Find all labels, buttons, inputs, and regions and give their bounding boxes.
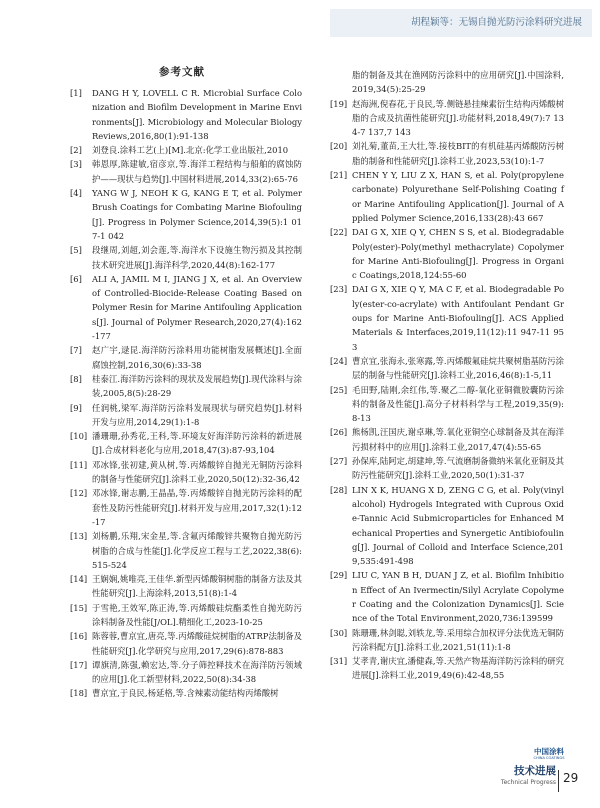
reference-item bbox=[322, 626, 564, 655]
reference-number: [22] bbox=[330, 227, 348, 238]
reference-text: DAI G X, XIE Q Y, CHEN S S, et al. Biodegradable Poly(ester)-Poly(methyl methacrylate) Copolymer for Marine Anti-Biofouling[J]. Progress in Organic Coatings,2018,124:55-60 bbox=[352, 227, 564, 281]
reference-number: [29] bbox=[330, 570, 348, 581]
reference-number: [28] bbox=[330, 484, 348, 495]
reference-item bbox=[62, 343, 302, 372]
reference-text: 熊杨凯,汪国庆,谢卓琳,等.氧化亚铜空心球制备及其在海洋污损材料中的应用[J].涂料工业,2017,47(4):55-65 bbox=[352, 427, 564, 452]
reference-item bbox=[62, 401, 302, 430]
reference-number: [24] bbox=[330, 355, 348, 366]
reference-text: 任润桃,梁军.海洋防污涂料发展现状与研究趋势[J].材料开发与应用,2014,29(1):1-8 bbox=[92, 402, 302, 427]
reference-number: [19] bbox=[330, 98, 348, 109]
reference-number: [12] bbox=[70, 488, 88, 499]
reference-number: [26] bbox=[330, 427, 348, 438]
reference-item bbox=[62, 686, 302, 700]
reference-item bbox=[322, 454, 564, 483]
reference-item bbox=[62, 458, 302, 487]
reference-item bbox=[322, 654, 564, 683]
reference-text: 赵广宇,逯昆.海洋防污涂料用功能树脂发展概述[J].全面腐蚀控制,2016,30(6):33-38 bbox=[92, 345, 302, 370]
reference-item bbox=[62, 86, 302, 143]
reference-text: DAI G X, XIE Q Y, MA C F, et al. Biodegradable Poly(ester-co-acrylate) with Antifoulant Pendant Groups for Marine Anti-Biofouling[J]. ACS Applied Materials & Interfaces,2019,11(12):11 947-11 953 bbox=[352, 284, 564, 352]
reference-text: 赵海洲,倪春花,于良民,等.侧链悬挂辣素衍生结构丙烯酸树脂的合成及抗菌性能研究[J].功能材料,2018,49(7):7 134-7 137,7 143 bbox=[352, 98, 564, 138]
reference-number: [6] bbox=[70, 273, 82, 284]
reference-number: [11] bbox=[70, 459, 88, 470]
reference-number: [20] bbox=[330, 141, 348, 152]
reference-text: 谭旗清,陈强,赖宏达,等.分子筛控释技术在海洋防污领域的应用[J].化工新型材料,2022,50(8):34-38 bbox=[92, 659, 302, 685]
reference-item bbox=[322, 97, 564, 140]
reference-item bbox=[322, 168, 564, 225]
reference-item bbox=[62, 429, 302, 458]
reference-text: 陈珊珊,林剑聪,刘轶龙,等.采用综合加权评分法优选无铜防污涂料配方[J].涂料工业,2021,51(11):1-8 bbox=[352, 627, 564, 652]
left-column bbox=[62, 64, 302, 701]
reference-item bbox=[322, 425, 564, 454]
reference-number: [5] bbox=[70, 245, 82, 256]
reference-text: 邓冰锋,谢志鹏,王晶晶,等.丙烯酸锌自抛光防污涂料的配套性及防污性能研究[J].材料开发与应用,2017,32(1):12-17 bbox=[92, 488, 302, 527]
reference-text: 于雪艳,王效军,陈正涛,等.丙烯酸硅烷酯柔性自抛光防污涂料制备及性能[J/OL].精细化工,2023-10-25 bbox=[92, 602, 302, 627]
right-column bbox=[322, 68, 564, 683]
reference-text: 王娴娴,姚唯亮,王佳华.新型丙烯酸铜树脂的制备方法及其性能研究[J].上海涂料,2013,51(8):1-4 bbox=[92, 574, 302, 599]
reference-item bbox=[62, 629, 302, 658]
reference-item bbox=[322, 383, 564, 426]
reference-number: [27] bbox=[330, 456, 348, 467]
reference-item bbox=[322, 139, 564, 168]
references-title: 参考文献 bbox=[159, 66, 205, 78]
reference-item bbox=[62, 529, 302, 572]
reference-text: 刘登良.涂料工艺(上)[M].北京:化学工业出版社,2010 bbox=[92, 145, 289, 156]
reference-item bbox=[62, 601, 302, 630]
reference-item bbox=[322, 483, 564, 569]
reference-text: 脂的制备及其在渔网防污涂料中的应用研究[J].中国涂料,2019,34(5):25-29 bbox=[352, 70, 564, 95]
footer-section-title: 技术进展 bbox=[514, 765, 556, 777]
reference-text: LIN X K, HUANG X D, ZENG C G, et al. Poly(vinyl alcohol) Hydrogels Integrated with Cuprous Oxide-Tannic Acid Submicroparticles for Enhanced Mechanical Properties and Synergetic Antibiofouling[J]. Journal of Colloid and Interface Science,2019,535:491-498 bbox=[352, 484, 564, 567]
reference-number: [3] bbox=[70, 159, 82, 170]
reference-number: [7] bbox=[70, 345, 82, 356]
reference-number: [10] bbox=[70, 431, 88, 442]
reference-number: [13] bbox=[70, 531, 88, 542]
reference-text: 毛田野,陆刚,余红伟,等.聚乙二醇-氧化亚铜微胶囊防污涂料的制备及性能[J].高分子材料科学与工程,2019,35(9):8-13 bbox=[352, 384, 564, 424]
reference-number: [31] bbox=[330, 656, 348, 667]
logo-subtext: CHINA COATINGS bbox=[533, 755, 565, 760]
reference-number: [23] bbox=[330, 284, 348, 295]
running-head: 胡程颖等：无锡自抛光防污涂料研究进展 bbox=[330, 9, 592, 37]
reference-text: 曹京宜,张海永,张寒露,等.丙烯酸氟硅烷共聚树脂基防污涂层的制备与性能研究[J].涂料工业,2016,46(8):1-5,11 bbox=[352, 355, 564, 381]
reference-number: [21] bbox=[330, 170, 348, 181]
reference-text: 孙保库,陆阿定,胡建坤,等.气流磨制备微纳米氧化亚铜及其防污性能研究[J].涂料工业,2020,50(1):31-37 bbox=[352, 456, 564, 481]
page-number: 29 bbox=[563, 771, 579, 785]
reference-number: [17] bbox=[70, 659, 88, 670]
reference-text: 陈蓉蓉,曹京宜,唐亮,等.丙烯酸硅烷树脂的ATRP法制备及性能研究[J].化学研究与应用,2017,29(6):878-883 bbox=[92, 631, 302, 656]
reference-text: 潘珊珊,孙秀花,王科,等.环境友好海洋防污涂料的新进展[J].合成材料老化与应用,2018,47(3):87-93,104 bbox=[92, 431, 302, 456]
reference-item bbox=[322, 282, 564, 353]
reference-item bbox=[322, 568, 564, 625]
reference-list-right bbox=[322, 68, 564, 683]
reference-item bbox=[62, 243, 302, 272]
reference-item bbox=[62, 272, 302, 343]
reference-item bbox=[62, 572, 302, 601]
reference-text: 刘礼菊,董苗,王大壮,等.接枝BIT的有机硅基丙烯酸防污树脂的制备和性能研究[J].涂料工业,2023,53(10):1-7 bbox=[352, 141, 564, 166]
reference-item bbox=[322, 68, 564, 97]
reference-number: [15] bbox=[70, 602, 88, 613]
reference-number: [2] bbox=[70, 145, 82, 156]
reference-number: [9] bbox=[70, 402, 82, 413]
reference-number: [8] bbox=[70, 373, 82, 384]
reference-text: 刘杨鹏,乐翔,宋金星,等.含氟丙烯酸锌共聚物自抛光防污树脂的合成与性能[J].化学反应工程与工艺,2022,38(6):515-524 bbox=[92, 531, 302, 570]
reference-item bbox=[62, 143, 302, 157]
reference-number: [4] bbox=[70, 188, 82, 199]
reference-text: LIU C, YAN B H, DUAN J Z, et al. Biofilm Inhibition Effect of An Ivermectin/Silyl Acrylate Copolymer Coating and the Colonization Dynamics[J]. Science of the Total Environment,2020,736:139599 bbox=[352, 570, 564, 624]
reference-list-left bbox=[62, 86, 302, 701]
reference-item bbox=[322, 225, 564, 282]
footer-section bbox=[452, 765, 556, 793]
reference-text: 邓冰锋,张初建,黄从树,等.丙烯酸锌自抛光无铜防污涂料的制备与性能研究[J].涂料工业,2020,50(12):32-36,42 bbox=[92, 459, 302, 485]
china-coatings-logo bbox=[527, 746, 571, 762]
reference-text: 韩恩厚,陈建敏,宿彦京,等.海洋工程结构与船舶的腐蚀防护——现状与趋势[J].中国材料进展,2014,33(2):65-76 bbox=[92, 159, 302, 184]
reference-number: [30] bbox=[330, 627, 348, 638]
reference-text: 段继周,刘超,刘会莲,等.海洋水下设施生物污损及其控制技术研究进展[J].海洋科学,2020,44(8):162-177 bbox=[92, 245, 302, 270]
reference-text: 艾孝青,谢庆宜,潘健森,等.天然产物基海洋防污涂料的研究进展[J].涂料工业,2019,49(6):42-48,55 bbox=[352, 656, 564, 681]
footer-section-subtitle: Technical Progress bbox=[500, 779, 556, 786]
footer-divider bbox=[558, 770, 559, 792]
reference-text: 曹京宜,于良民,杨延格,等.含辣素动能结构丙烯酸树 bbox=[92, 688, 279, 699]
reference-number: [25] bbox=[330, 384, 348, 395]
reference-item bbox=[62, 658, 302, 687]
reference-text: 桂泰江.海洋防污涂料的现状及发展趋势[J].现代涂料与涂装,2005,8(5):28-29 bbox=[92, 373, 302, 399]
reference-number: [14] bbox=[70, 574, 88, 585]
reference-item bbox=[322, 354, 564, 383]
logo-text: 中国涂料 bbox=[534, 746, 564, 756]
reference-text: CHEN Y Y, LIU Z X, HAN S, et al. Poly(propylene carbonate) Polyurethane Self-Polishing Coating for Marine Antifouling Application[J]. Journal of Applied Polymer Science,2016,133(28):43 667 bbox=[352, 170, 564, 223]
reference-item bbox=[62, 186, 302, 243]
reference-text: YANG W J, NEOH K G, KANG E T, et al. Polymer Brush Coatings for Combating Marine Biofouling[J]. Progress in Polymer Science,2014,39(5):1 017-1 042 bbox=[92, 188, 302, 241]
reference-item bbox=[62, 486, 302, 529]
reference-number: [16] bbox=[70, 631, 88, 642]
reference-item bbox=[62, 372, 302, 401]
reference-number: [18] bbox=[70, 688, 88, 699]
reference-item bbox=[62, 157, 302, 186]
reference-text: DANG H Y, LOVELL C R. Microbial Surface Colonization and Biofilm Development in Marine Environments[J]. Microbiology and Molecular Biology Reviews,2016,80(1):91-138 bbox=[92, 88, 302, 141]
reference-number: [1] bbox=[70, 88, 82, 98]
reference-text: ALI A, JAMIL M I, JIANG J X, et al. An Overview of Controlled-Biocide-Release Coating Based on Polymer Resin for Marine Antifouling Applications[J]. Journal of Polymer Research,2020,27(4):162-177 bbox=[92, 273, 302, 342]
